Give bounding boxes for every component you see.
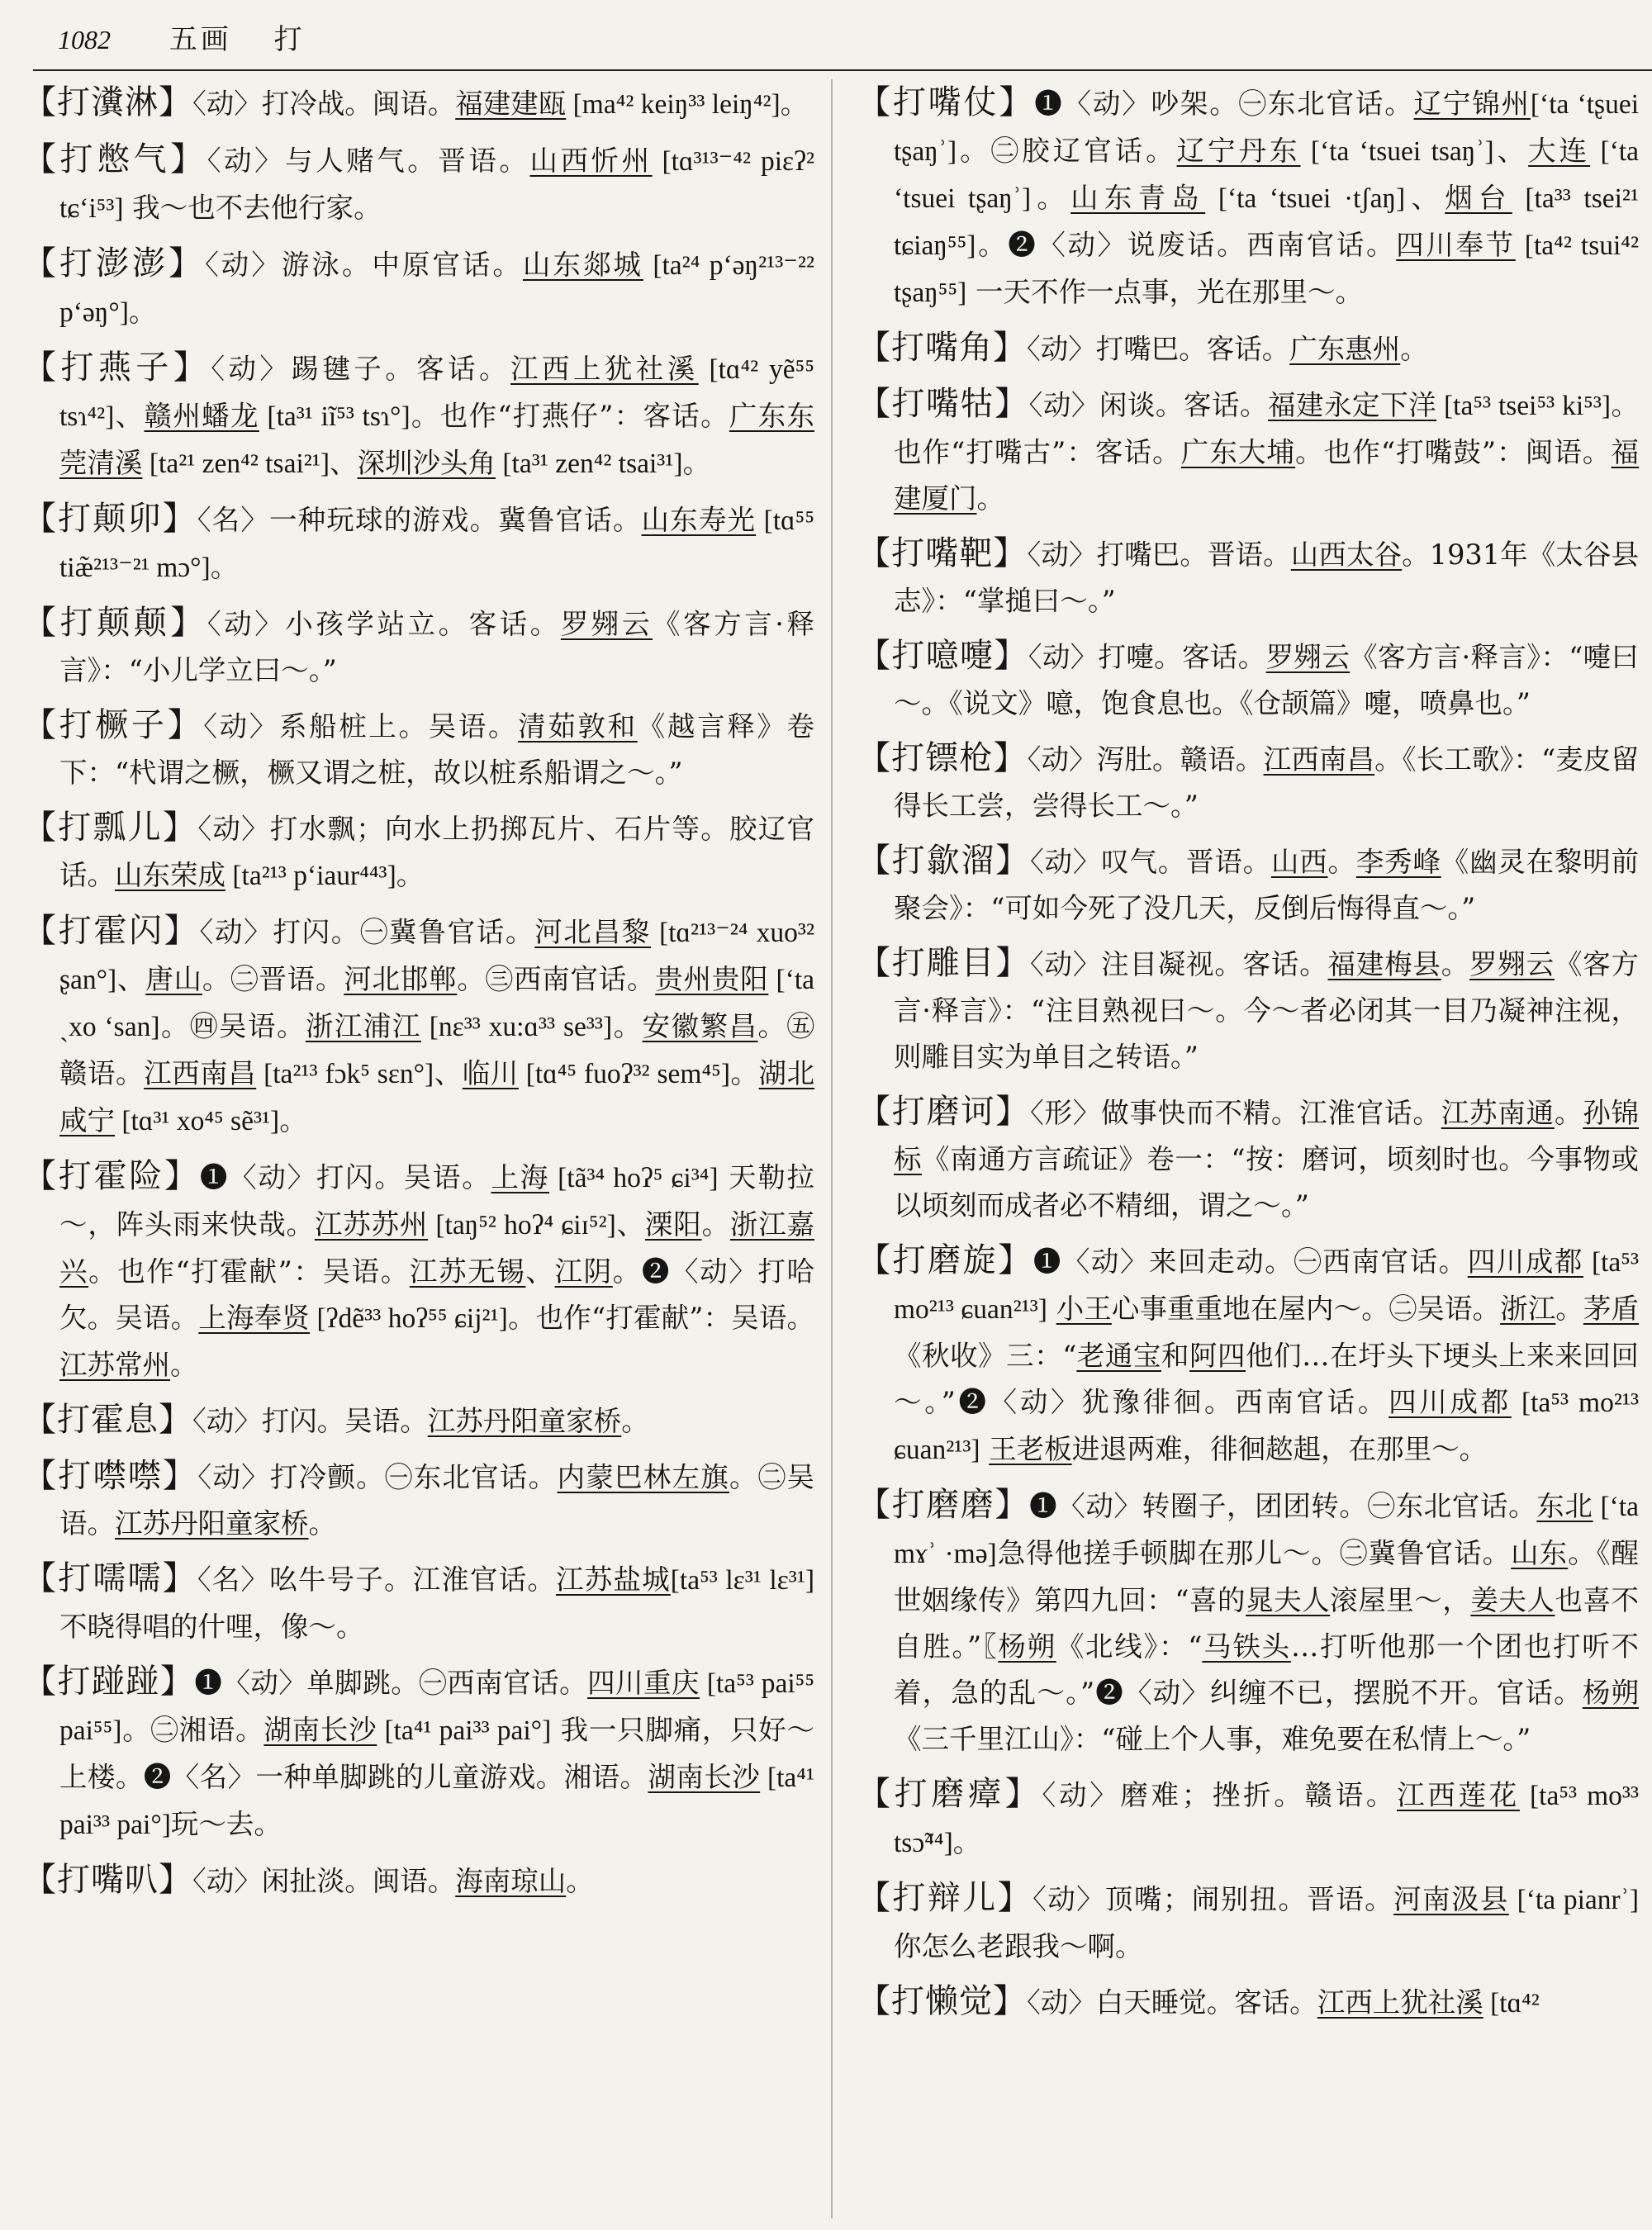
entry-text: 。㊃吴语。 <box>159 1010 306 1042</box>
location-name: 深圳沙头角 <box>357 447 496 479</box>
entry-text: 〈动〉注目凝视。客话。 <box>1030 948 1328 980</box>
left-column <box>23 79 814 1913</box>
entry-text: 。 <box>1554 1097 1583 1129</box>
entry-text: 。 <box>566 1865 594 1897</box>
dictionary-entry <box>23 1555 814 1650</box>
entry-text: 〈动〉叹气。晋语。 <box>1030 846 1271 878</box>
location-name: 江苏常州 <box>59 1349 170 1381</box>
entry-text: 。 <box>621 1405 649 1437</box>
location-name: 广东大埔 <box>1180 436 1296 468</box>
entry-text: 、 <box>434 1057 463 1089</box>
entry-text: 。 <box>729 1057 759 1089</box>
location-name: 江西南昌 <box>144 1057 257 1089</box>
entry-text: 。 <box>1441 948 1470 980</box>
entry-text: 。㊂西南官话。 <box>457 963 656 995</box>
dictionary-entry <box>23 908 814 1145</box>
location-name: 山东郯城 <box>522 249 643 281</box>
entry-text: 。 <box>1555 1293 1583 1325</box>
entry-text: 。也作“打燕仔”：客话。 <box>410 400 729 432</box>
phonetic-transcription: [ʔdẽ³³ hoʔ⁵⁵ ɕij²¹] <box>309 1303 508 1334</box>
phonetic-transcription: [tɑ²¹³⁻²⁴ xuo³² ʂan°] <box>59 918 815 995</box>
location-name: 江阴 <box>554 1255 613 1288</box>
location-name: 山东青岛 <box>1070 182 1206 214</box>
phonetic-transcription: [ta⁵³ tsei⁵³ ki⁵³] <box>1436 391 1612 421</box>
entry-text: 。 <box>952 1826 981 1858</box>
location-name: 阿四 <box>1189 1340 1246 1372</box>
location-name: 四川成都 <box>1467 1245 1583 1278</box>
location-name: 上海 <box>491 1161 549 1193</box>
phonetic-transcription: [ta²⁴ pʻəŋ²¹³⁻²² pʻəŋ°]。 <box>59 250 815 328</box>
entry-text: 滚屋里～， <box>1330 1584 1471 1616</box>
dictionary-entry <box>23 240 814 336</box>
location-name: 浙江浦江 <box>305 1010 421 1042</box>
entry-headword: 【打嚅嚅】 <box>23 1559 197 1597</box>
entry-text: 、 <box>525 1255 555 1288</box>
dictionary-entry <box>857 79 1639 316</box>
location-name: 贵州贵阳 <box>655 963 769 995</box>
phonetic-transcription: [ta²¹³ fɔk⁵ sɛn°] <box>256 1059 434 1089</box>
dictionary-entry <box>857 633 1639 727</box>
location-name: 江苏丹阳童家桥 <box>115 1507 309 1540</box>
entry-headword: 【打噫嚏】 <box>857 637 1028 675</box>
entry-text: 〈动〉小孩学站立。客话。 <box>206 608 561 640</box>
dictionary-entry <box>23 344 814 487</box>
phonetic-transcription: [tã³⁴ hoʔ⁵ ɕi³⁴] <box>549 1163 719 1193</box>
entry-headword: 【打嘴靶】 <box>857 534 1028 572</box>
entry-text: 〈动〉闲谈。客话。 <box>1028 389 1268 421</box>
entry-headword: 【打嘴牯】 <box>857 385 1029 423</box>
location-name: 浙江 <box>1500 1293 1556 1325</box>
location-name: 江苏南通 <box>1441 1097 1555 1129</box>
entry-headword: 【打瀵淋】 <box>23 83 192 121</box>
entry-text: 也喜不自胜。”〖 <box>894 1584 1640 1663</box>
location-name: 小王 <box>1056 1293 1112 1325</box>
entry-headword: 【打雕目】 <box>857 944 1030 982</box>
location-name: 山东荣成 <box>115 859 225 891</box>
entry-text: 〈动〉打冷颤。㊀东北官话。 <box>197 1461 558 1493</box>
location-name: 四川成都 <box>1389 1386 1512 1418</box>
phonetic-transcription: [ta⁵³ mo³³ tsɔ̃⁴⁴] <box>894 1781 1640 1858</box>
phonetic-transcription: [tɑ³¹³⁻⁴² piɛʔ² tɕʻi⁵³] <box>59 146 814 224</box>
entry-text: 。 <box>279 1104 307 1136</box>
entry-text: 心事重重地在屋内～。㊁吴语。 <box>1111 1293 1501 1325</box>
phonetic-transcription: [ʻta pianrʾ] <box>1508 1885 1640 1915</box>
location-name: 湖南长沙 <box>648 1761 761 1793</box>
entry-headword: 【打霍险】 <box>23 1157 200 1195</box>
dictionary-entry <box>857 940 1639 1080</box>
entry-text: 。 <box>701 1208 730 1241</box>
dictionary-entry <box>857 1237 1639 1473</box>
entry-headword: 【打燕子】 <box>23 349 211 387</box>
dictionary-entry <box>23 1658 814 1848</box>
page-number: 1082 <box>58 25 111 55</box>
location-name: 孙锦标 <box>894 1097 1640 1175</box>
entry-text: ❶〈动〉打闪。吴语。 <box>199 1161 491 1193</box>
phonetic-transcription: [tɑ⁴² yẽ⁵⁵ tsɿ⁴²] <box>59 354 815 432</box>
entry-headword: 【打嘴叭】 <box>23 1861 192 1899</box>
entry-text: 玩～去。 <box>170 1808 282 1840</box>
location-name: 姜夫人 <box>1470 1584 1555 1616</box>
entry-text: 。 <box>308 1507 336 1540</box>
entry-text: 。1931年《太谷县志》：“掌搥曰～。” <box>894 539 1640 617</box>
location-name: 临川 <box>462 1057 519 1089</box>
entry-text: ❶〈动〉单脚跳。㊀西南官话。 <box>194 1667 588 1699</box>
dictionary-entry <box>23 1453 814 1547</box>
phonetic-transcription: [tɑ⁴⁵ fuoʔ³² sem⁴⁵] <box>518 1059 730 1089</box>
entry-text: 〈动〉系船桩上。吴语。 <box>203 710 519 743</box>
entry-text <box>1047 1293 1056 1325</box>
phonetic-transcription: [ma⁴² keiŋ³³ leiŋ⁴²]。 <box>566 89 809 120</box>
location-name: 江西上犹社溪 <box>510 353 699 385</box>
phonetic-transcription: [ta⁵³ lɛ³¹ lɛ³¹] <box>670 1565 815 1596</box>
entry-headword: 【打瓢儿】 <box>23 809 198 847</box>
phonetic-transcription: [ta⁵³ mo²¹³ ɕuan²¹³] <box>894 1247 1639 1325</box>
location-name: 上海奉贤 <box>198 1302 310 1334</box>
location-name: 江苏苏州 <box>314 1208 429 1241</box>
location-name: 清茹敦和 <box>518 710 638 743</box>
location-name: 辽宁锦州 <box>1413 88 1531 120</box>
entry-text: 他们…在圩头下埂头上来来回回～。”❷〈动〉犹豫徘徊。西南官话。 <box>894 1340 1640 1418</box>
entry-text: ❶〈动〉来回走动。㊀西南官话。 <box>1032 1245 1468 1278</box>
dictionary-entry <box>23 79 814 128</box>
entry-text: 〈动〉踢毽子。客话。 <box>211 353 510 385</box>
dictionary-entry <box>857 735 1639 829</box>
entry-text: 。㊁吴语。 <box>59 1461 815 1540</box>
dictionary-entry <box>857 1089 1639 1229</box>
phonetic-transcription: [ta⁴¹ pai³³ pai°] <box>59 1763 814 1840</box>
location-name: 河北邯郸 <box>344 963 458 995</box>
header-rule <box>33 69 1652 71</box>
entry-headword: 【打磨瘴】 <box>857 1775 1042 1813</box>
location-name: 河北昌黎 <box>534 916 651 948</box>
location-name: 山东寿光 <box>641 504 757 536</box>
dictionary-entry <box>857 325 1639 372</box>
phonetic-transcription: [ta⁴¹ pai³³ pai°] <box>377 1715 552 1746</box>
entry-headword: 【打颠颠】 <box>23 604 207 642</box>
entry-text: 。㊁晋语。 <box>202 963 344 995</box>
phonetic-transcription: [ta³¹ iĩ⁵³ tsɿ°] <box>259 401 411 432</box>
entry-text: 〈形〉做事快而不精。江淮官话。 <box>1030 1097 1441 1129</box>
location-name: 四川重庆 <box>587 1667 700 1699</box>
entry-text: 我～也不去他行家。 <box>123 192 382 224</box>
entry-text: 和 <box>1161 1340 1190 1372</box>
entry-headword: 【打嘴仗】 <box>857 83 1035 121</box>
entry-text: 。 <box>976 482 1004 515</box>
phonetic-transcription: [ʻta ʻtsuei tʂaŋʾ] <box>894 136 1640 214</box>
location-name: 山西 <box>1270 846 1328 878</box>
entry-text: 〈动〉顶嘴；闹别扭。晋语。 <box>1032 1883 1394 1915</box>
location-name: 东北 <box>1536 1490 1593 1522</box>
entry-text: 。 <box>612 1010 643 1042</box>
entry-text: 。 <box>170 1349 198 1381</box>
phonetic-transcription: [ʻta ʻtsuei ·tʃaŋ] <box>1205 183 1406 214</box>
entry-headword: 【打霍息】 <box>23 1401 192 1439</box>
location-name: 湖南长沙 <box>263 1714 377 1746</box>
phonetic-transcription: [tɑ³¹ xo⁴⁵ sẽ³¹] <box>115 1106 280 1136</box>
entry-headword: 【打颠卯】 <box>23 500 197 538</box>
location-name: 大连 <box>1528 135 1591 167</box>
entry-text: 。 <box>210 551 239 583</box>
location-name: 罗翙云 <box>1469 948 1555 980</box>
location-name: 杨朔 <box>998 1630 1056 1663</box>
location-name: 罗翙云 <box>1265 641 1351 673</box>
entry-headword: 【打霍闪】 <box>23 912 200 950</box>
entry-text: 。㊁湘语。 <box>121 1714 264 1746</box>
entry-text: 《南通方言疏证》卷一：“按：磨诃，顷刻时也。今事物或以顷刻而成者必不精细，谓之～。” <box>894 1143 1639 1222</box>
location-name: 赣州蟠龙 <box>144 400 259 432</box>
location-name: 老通宝 <box>1076 1340 1161 1372</box>
phonetic-transcription: [ta²¹ zen⁴² tsai²¹] <box>142 448 330 479</box>
entry-text: 天勒拉～，阵头雨来快哉。 <box>59 1161 815 1241</box>
dictionary-entry <box>857 1978 1639 2027</box>
location-name: 罗翙云 <box>560 608 653 640</box>
phonetic-transcription: [ʻta mɤʾ ·mə] <box>894 1492 1640 1569</box>
entry-text: 。 <box>1327 846 1356 878</box>
dictionary-entry <box>23 1153 814 1388</box>
entry-headword: 【打磨磨】 <box>857 1486 1030 1524</box>
location-name: 安徽繁昌 <box>642 1010 758 1042</box>
entry-text: 〈动〉游泳。中原官话。 <box>205 249 523 281</box>
phonetic-transcription: [ta⁵³ mo²¹³ ɕuan²¹³] <box>894 1388 1639 1465</box>
entry-text: 《客方言·释言》：“小儿学立曰～。” <box>59 608 815 686</box>
entry-headword: 【打踫踫】 <box>23 1663 195 1701</box>
dictionary-entry <box>857 530 1639 624</box>
location-name: 王老板 <box>989 1433 1072 1465</box>
entry-text: 《幽灵在黎明前聚会》：“可如今死了没几天，反倒后悔得直～。” <box>894 846 1640 924</box>
phonetic-transcription: [ʻta ˏxo ʻsan] <box>59 965 815 1042</box>
entry-text: 《越言释》卷下：“杙谓之橛，橛又谓之桩，故以桩系船谓之～。” <box>59 710 815 789</box>
entry-headword: 【打磨旋】 <box>857 1241 1033 1279</box>
entry-headword: 【打磨诃】 <box>857 1093 1030 1131</box>
entry-text: 〈动〉打闪。㊀冀鲁官话。 <box>199 916 535 948</box>
location-name: 溧阳 <box>644 1208 702 1241</box>
dictionary-entry <box>23 600 814 694</box>
entry-text: 、 <box>330 447 358 479</box>
entry-text: 。㊁胶辽官话。 <box>957 135 1177 167</box>
dictionary-entry <box>857 1771 1639 1867</box>
entry-headword: 【打嘴角】 <box>857 329 1027 367</box>
location-name: 广东惠州 <box>1289 333 1401 365</box>
location-name: 福建梅县 <box>1327 948 1441 980</box>
dictionary-entry <box>857 837 1639 932</box>
entry-text: 〈动〉打水飘；向水上扔掷瓦片、石片等。胶辽官话。 <box>59 813 815 891</box>
entry-text: 〈名〉吆牛号子。江淮官话。 <box>197 1563 557 1596</box>
entry-text: 《三千里江山》：“碰上个人事，难免要在私情上～。” <box>894 1723 1531 1755</box>
location-name: 江西莲花 <box>1397 1779 1520 1811</box>
entry-text: 〈动〉白天睡觉。客话。 <box>1027 1986 1317 2019</box>
location-name: 四川奉节 <box>1396 229 1516 261</box>
location-name: 杨朔 <box>1582 1677 1639 1709</box>
entry-text: 、 <box>1405 182 1446 214</box>
entry-text: 、 <box>615 1208 645 1241</box>
location-name: 山西太谷 <box>1290 539 1403 571</box>
entry-text: 、 <box>116 963 146 995</box>
entry-text: 〈动〉泻肚。赣语。 <box>1027 743 1264 776</box>
entry-text: 。也作“打霍献”：吴语。 <box>507 1302 815 1334</box>
dictionary-entry <box>23 702 814 796</box>
entry-headword: 【打橛子】 <box>23 706 204 744</box>
phonetic-transcription: [nɛ³³ xu:ɑ³³ se³³] <box>420 1012 613 1042</box>
location-name: 烟台 <box>1445 182 1512 214</box>
entry-text: 我一只脚痛，只好～上楼。❷〈名〉一种单脚跳的儿童游戏。湘语。 <box>59 1714 815 1793</box>
page-header <box>58 15 1652 64</box>
dictionary-entry <box>857 1875 1639 1970</box>
phonetic-transcription: [ta³¹ zen⁴² tsai³¹] <box>496 448 683 479</box>
entry-text: 《客方言·释言》：“注目熟视曰～。今～者必闭其一目乃凝神注视，则雕目实为单目之转语。” <box>894 948 1640 1073</box>
location-name: 晁夫人 <box>1246 1584 1331 1616</box>
location-name: 湖北咸宁 <box>59 1057 815 1136</box>
entry-text: 。 <box>1031 182 1071 214</box>
location-name: 江苏盐城 <box>556 1563 671 1596</box>
dictionary-entry <box>23 496 814 591</box>
location-name: 山西忻州 <box>529 145 653 177</box>
entry-text: 〈动〉打闪。吴语。 <box>192 1405 428 1437</box>
entry-text: 《客方言·释言》：“嚏曰～。《说文》噫，饱食息也。《仓颉篇》嚏，喷鼻也。” <box>894 641 1640 719</box>
section-label: 五画 <box>169 23 232 56</box>
entry-headword: 【打辩儿】 <box>857 1879 1033 1917</box>
location-name: 江西上犹社溪 <box>1317 1986 1483 2019</box>
entry-headword: 【打澎澎】 <box>23 244 206 282</box>
location-name: 河南汲县 <box>1393 1883 1509 1915</box>
entry-text: 。 <box>682 447 711 479</box>
entry-text: 〈动〉磨难；挫折。赣语。 <box>1042 1779 1398 1811</box>
entry-text: 。《醒世姻缘传》第四九回：“喜的 <box>894 1537 1639 1616</box>
entry-text: 〈动〉打冷战。闽语。 <box>192 88 456 120</box>
location-name: 辽宁丹东 <box>1176 135 1301 167</box>
entry-text: 进退两难，徘徊趑趄，在那里～。 <box>1071 1433 1488 1465</box>
entry-text: 。也作“打嘴鼓”：闽语。 <box>1295 436 1612 468</box>
phonetic-transcription: [taŋ⁵² hoʔ⁴ ɕiɪ⁵²] <box>428 1210 616 1241</box>
entry-headword: 【打懒觉】 <box>857 1982 1027 2020</box>
location-name: 福建建瓯 <box>455 88 567 120</box>
entry-text: 〈动〉打嘴巴。晋语。 <box>1027 539 1291 571</box>
entry-text: 一天不作一点事，光在那里～。 <box>966 276 1363 308</box>
entry-text: 。 <box>396 859 425 891</box>
dictionary-entry <box>23 1857 814 1905</box>
right-column <box>857 79 1639 2035</box>
location-name: 江苏无锡 <box>409 1255 526 1288</box>
entry-text: ❶〈动〉吵架。㊀东北官话。 <box>1034 88 1414 120</box>
location-name: 茅盾 <box>1583 1293 1640 1325</box>
entry-text <box>980 1433 990 1465</box>
entry-text: 。❷〈动〉打哈欠。吴语。 <box>59 1255 814 1334</box>
entry-text: 、 <box>1493 135 1529 167</box>
entry-text: 〈动〉打嚏。客话。 <box>1028 641 1266 673</box>
entry-headword: 【打歙溜】 <box>857 842 1030 880</box>
location-name: 唐山 <box>145 963 202 995</box>
location-name: 福建永定下洋 <box>1268 389 1437 421</box>
entry-text: 。❷〈动〉说废话。西南官话。 <box>976 229 1397 261</box>
location-name: 江西南昌 <box>1263 743 1375 776</box>
entry-headword: 【打镖枪】 <box>857 739 1028 777</box>
entry-text: 。《长工歌》：“麦皮留得长工尝，尝得长工～。” <box>894 743 1640 822</box>
entry-text: 〈动〉与人赌气。晋语。 <box>206 145 530 177</box>
entry-text: 、 <box>114 400 145 432</box>
entry-text: 急得他搓手顿脚在那儿～。㊁冀鲁官话。 <box>996 1537 1512 1569</box>
entry-text: 。㊄赣语。 <box>59 1010 815 1089</box>
column-divider <box>831 79 833 2218</box>
entry-text: ❶〈动〉转圈子，团团转。㊀东北官话。 <box>1029 1490 1537 1522</box>
dictionary-entry <box>857 381 1639 522</box>
dictionary-entry <box>857 1482 1639 1763</box>
entry-text: 你怎么老跟我～啊。 <box>894 1930 1143 1962</box>
entry-text: 。也作“打霍献”：吴语。 <box>88 1255 410 1288</box>
entry-headword: 【打噤噤】 <box>23 1457 198 1495</box>
location-name: 马铁头 <box>1202 1630 1291 1663</box>
dictionary-entry <box>23 136 814 232</box>
phonetic-transcription: [ta⁴² tsui⁴² tʂaŋ⁵⁵] <box>894 230 1640 308</box>
phonetic-transcription: [ta²¹³ pʻiaur⁴⁴³] <box>225 861 396 891</box>
phonetic-transcription: [ʻta ʻtsuei tsaŋʾ] <box>1300 136 1494 167</box>
entry-headword: 【打憋气】 <box>23 140 207 178</box>
phonetic-transcription: [tɑ⁵⁵ tiæ̃²¹³⁻²¹ mɔ°] <box>59 505 815 583</box>
phonetic-transcription: [ʻta ʻtʂuei tʂaŋʾ] <box>894 89 1640 167</box>
entry-text: 〈动〉闲扯淡。闽语。 <box>192 1865 456 1897</box>
location-name: 内蒙巴林左旗 <box>557 1461 729 1493</box>
header-character: 打 <box>273 23 302 56</box>
entry-text: 。 <box>1400 333 1428 365</box>
location-name: 浙江嘉兴 <box>59 1208 815 1288</box>
phonetic-transcription: [ta³³ tsei²¹ tɕiaŋ⁵⁵] <box>894 183 1640 261</box>
entry-text: 《北线》：“ <box>1056 1630 1203 1663</box>
location-name: 福建厦门 <box>894 436 1639 515</box>
entry-text: 不晓得唱的什哩，像～。 <box>59 1611 364 1643</box>
location-name: 海南琼山 <box>455 1865 567 1897</box>
entry-text: 《秋收》三：“ <box>894 1340 1077 1372</box>
dictionary-entry <box>23 1397 814 1445</box>
dictionary-entry <box>23 804 814 899</box>
location-name: 广东东莞清溪 <box>59 400 815 479</box>
location-name: 江苏丹阳童家桥 <box>427 1405 622 1437</box>
location-name: 山东 <box>1511 1537 1569 1569</box>
phonetic-transcription: [ta⁵³ pai⁵⁵ pai⁵⁵] <box>59 1668 815 1746</box>
location-name: 李秀峰 <box>1355 846 1441 878</box>
entry-text: 〈名〉一种玩球的游戏。冀鲁官话。 <box>197 504 642 536</box>
phonetic-transcription: [tɑ⁴² <box>1483 1988 1540 2019</box>
entry-text: …打听他那一个团也打听不着，急的乱～。”❷〈动〉纠缠不已，摆脱不开。官话。 <box>894 1630 1639 1709</box>
entry-text: 〈动〉打嘴巴。客话。 <box>1027 333 1290 365</box>
entry-text: 。也作“打嘴古”：客话。 <box>894 389 1640 468</box>
